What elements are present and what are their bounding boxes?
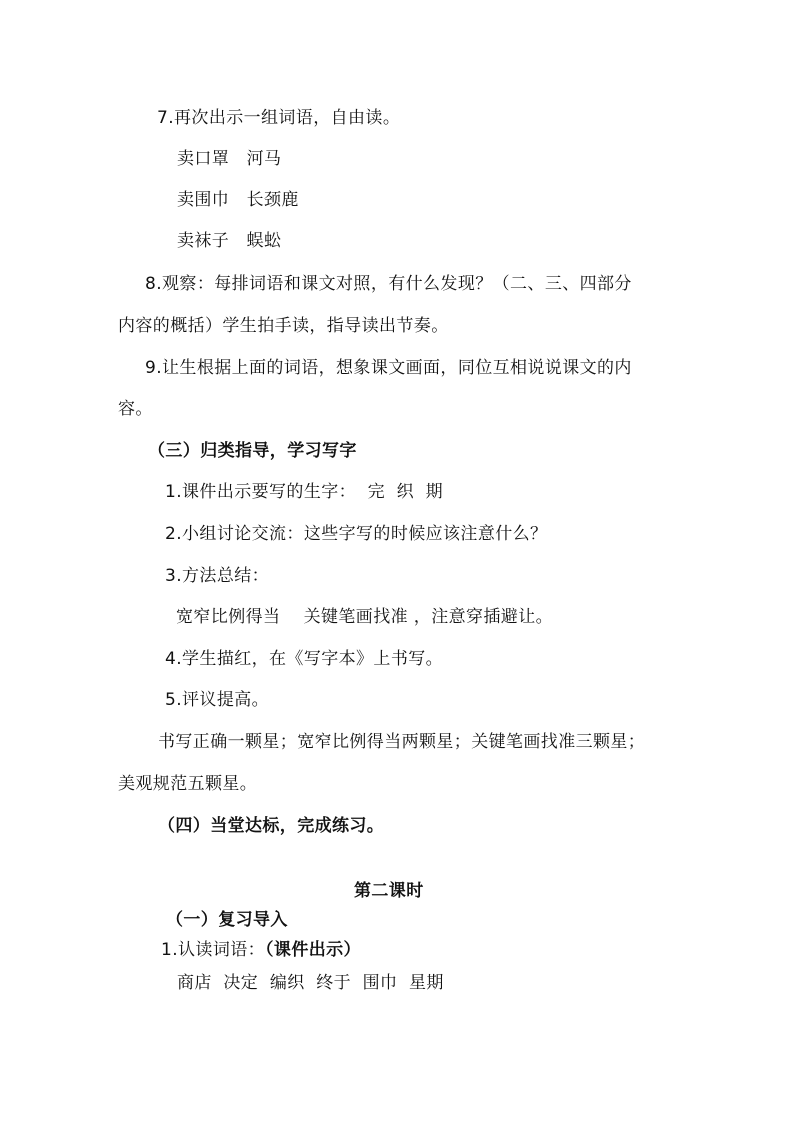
item-9-line-1: 9.让生根据上面的词语，想象课文画面，同位互相说说课文的内	[145, 358, 632, 378]
item-8-line-2: 内容的概括）学生拍手读，指导读出节奏。	[118, 316, 449, 336]
review-words: 商店 决定 编织 终于 围巾 星期	[177, 973, 444, 993]
writing-method: 宽窄比例得当 关键笔画找准 ，注意穿插避让。	[176, 607, 554, 627]
section-3-item-4: 4.学生描红，在《写字本》上书写。	[165, 649, 444, 669]
word-row-2: 卖围巾 长颈鹿	[177, 190, 299, 210]
lesson-2-title: 第二课时	[354, 881, 424, 901]
item-7: 7.再次出示一组词语，自由读。	[157, 108, 401, 128]
item-8-line-1: 8.观察：每排词语和课文对照，有什么发现？（二、三、四部分	[145, 274, 632, 294]
criteria-line-2: 美观规范五颗星。	[118, 774, 258, 794]
review-item-1	[161, 939, 361, 961]
item-9-line-2: 容。	[118, 399, 153, 419]
section-3-item-1: 1.课件出示要写的生字： 完 织 期	[165, 482, 444, 502]
section-3-item-5: 5.评议提高。	[165, 690, 270, 710]
word-row-1: 卖口罩 河马	[177, 149, 282, 169]
section-3-item-3: 3.方法总结：	[165, 566, 270, 586]
criteria-line-1: 书写正确一颗星；宽窄比例得当两颗星；关键笔画找准三颗星；	[158, 732, 646, 752]
word-row-3: 卖袜子 蜈蚣	[177, 231, 282, 251]
section-3-item-2: 2.小组讨论交流：这些字写的时候应该注意什么？	[165, 524, 548, 544]
review-item-1-prefix: 1.认读词语：	[161, 940, 266, 960]
section-4-heading: （四）当堂达标，完成练习。	[158, 816, 385, 836]
review-item-1-note: （课件出示）	[265, 940, 361, 960]
section-3-heading: （三）归类指导，学习写字	[148, 441, 357, 461]
review-heading: （一）复习导入	[166, 910, 288, 930]
